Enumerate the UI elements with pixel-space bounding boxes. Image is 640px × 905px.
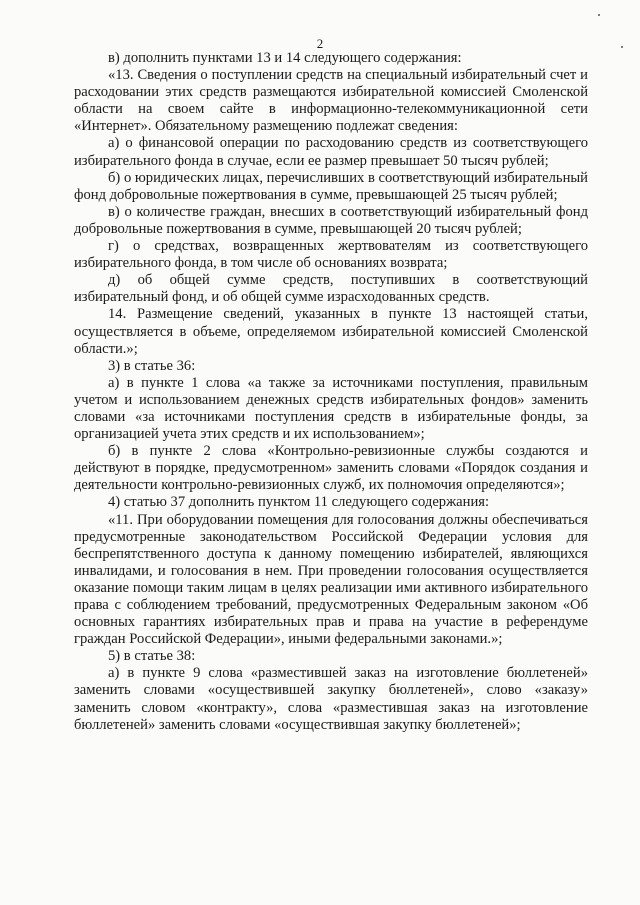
scan-speck [598,14,600,16]
page-number: 2 [316,36,324,51]
paragraph: д) об общей сумме средств, поступивших в соответствующий избирательный фонд, и об общей сумме израсходованных средств. [74,272,588,306]
paragraph: а) в пункте 1 слова «а также за источниками поступления, правильным учетом и использованием денежных средств избирательных фондов» заменить словами «за источниками поступления средств в избирательные фонды, за организацией учета этих средств и их использованием»; [74,374,588,443]
paragraph: а) в пункте 9 слова «разместившей заказ на изготовление бюллетеней» заменить словами «осуществившей закупку бюллетеней», слово «заказу» заменить словом «контракту», слова «разместившая заказ на изготовление бюллетеней» заменить словами «осуществившая закупку бюллетеней»; [74,665,588,733]
paragraph: 3) в статье 36: [108,357,196,374]
paragraph: б) в пункте 2 слова «Контрольно-ревизионные службы создаются и действуют в порядке, предусмотренном» заменить словами «Порядок создания и деятельности контрольно-ревизионных служб, их полномочия определяются»; [74,443,588,494]
paragraph: «11. При оборудовании помещения для голосования должны обеспечиваться предусмотренные законодательством Российской Федерации условия для беспрепятственного доступа к данному помещению избирателей, являющихся инвалидами, и голосования в нем. При проведении голосования осуществляется оказание помощи таким лицам в целях реализации ими активного избирательного права с соблюдением требований, предусмотренных Федеральным законом «Об основных гарантиях избирательных прав и права на участие в референдуме граждан Российской Федерации», иными федеральными законами.»; [74,511,588,648]
paragraph: г) о средствах, возвращенных жертвователям из соответствующего избирательного фонда, в том числе об основаниях возврата; [74,238,588,272]
paragraph: в) о количестве граждан, внесших в соответствующий избирательный фонд добровольные пожертвования в сумме, превышающей 20 тысяч рублей; [74,203,588,237]
paragraph: «13. Сведения о поступлении средств на специальный избирательный счет и расходовании этих средств размещаются избирательной комиссией Смоленской области на своем сайте в информационно-телекоммуникационной сети «Интернет». Обязательному размещению подлежат сведения: [74,67,588,135]
document-body [74,50,588,734]
paragraph: 14. Размещение сведений, указанных в пункте 13 настоящей статьи, осуществляется в объеме, определяемом избирательной комиссией Смоленской области.»; [74,306,588,357]
paragraph: 5) в статье 38: [108,648,196,665]
paragraph: а) о финансовой операции по расходованию средств из соответствующего избирательного фонда в случае, если ее размер превышает 50 тысяч рублей; [74,135,588,169]
scan-speck [621,46,623,48]
paragraph: б) о юридических лицах, перечисливших в соответствующий избирательный фонд добровольные пожертвования в сумме, превышающей 25 тысяч рублей; [74,169,588,203]
paragraph: в) дополнить пунктами 13 и 14 следующего содержания: [108,50,462,66]
paragraph: 4) статью 37 дополнить пунктом 11 следующего содержания: [108,494,490,511]
